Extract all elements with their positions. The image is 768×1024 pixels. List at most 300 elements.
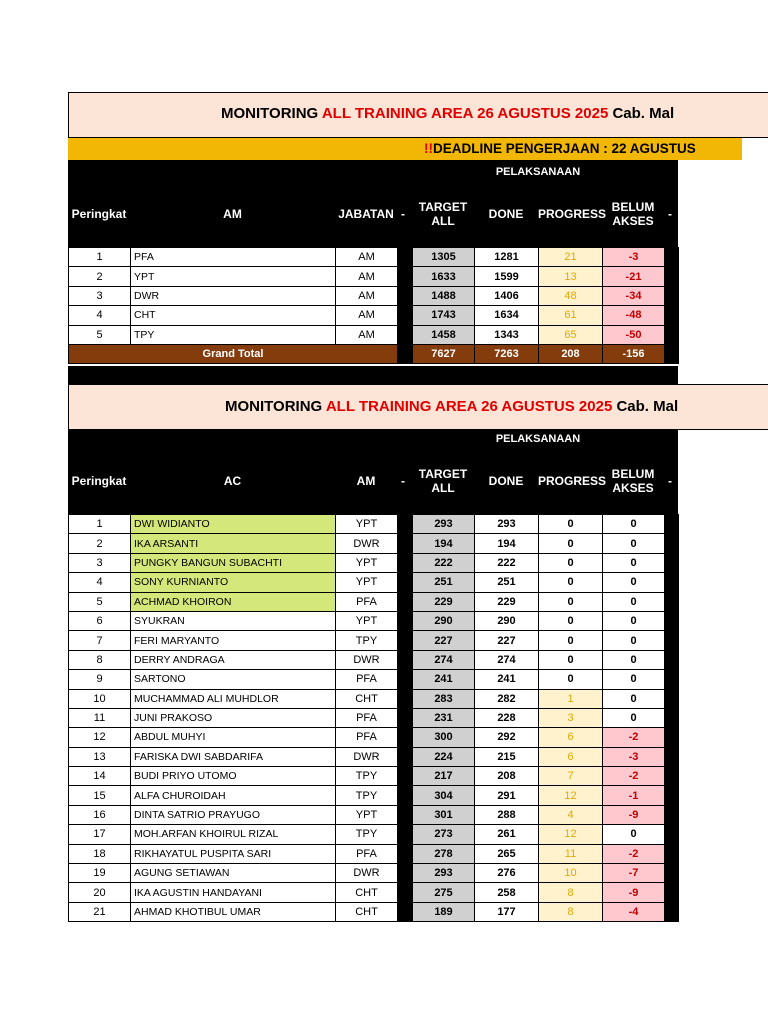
gap-cell [398,805,413,824]
name-cell: JUNI PRAKOSO [131,708,336,727]
rank-cell: 20 [69,883,131,902]
table-row [69,805,679,824]
name-cell: PFA [131,248,336,267]
done-cell: 215 [475,747,539,766]
col-rank-header: Peringkat [71,207,127,221]
target-cell: 273 [413,825,475,844]
table-row [69,650,679,669]
edge-cell [665,786,679,805]
progress-cell: 65 [539,325,603,344]
gap-cell [398,631,413,650]
rank-cell: 12 [69,728,131,747]
table-row [69,592,679,611]
belum-akses-cell: -2 [603,728,665,747]
grand-total-row [69,344,679,363]
role-cell: CHT [336,883,398,902]
rank-cell: 15 [69,786,131,805]
edge-cell [665,689,679,708]
section2-title-highlight: ALL TRAINING AREA 26 AGUSTUS 2025 [325,398,613,415]
table-row [69,631,679,650]
target-cell: 189 [413,902,475,921]
progress-cell: 10 [539,864,603,883]
target-cell: 229 [413,592,475,611]
belum-akses-cell: 0 [603,631,665,650]
gap-cell [398,902,413,921]
table-row [69,515,679,534]
gap-cell [398,553,413,572]
edge-cell [665,592,679,611]
edge-cell [665,306,679,325]
name-cell: BUDI PRIYO UTOMO [131,767,336,786]
gap-cell [398,515,413,534]
done-cell: 265 [475,844,539,863]
deadline-text: DEADLINE PENGERJAAN : 22 AGUSTUS [433,141,696,156]
col-name-header: AC [223,474,242,488]
table-row [69,786,679,805]
progress-cell: 7 [539,767,603,786]
table-row [69,611,679,630]
progress-cell: 8 [539,883,603,902]
target-cell: 275 [413,883,475,902]
progress-cell: 3 [539,708,603,727]
name-cell: SARTONO [131,670,336,689]
table-row [69,553,679,572]
filter-dropdown-icon[interactable]: - [668,207,672,221]
filter-dropdown-icon[interactable]: - [401,207,405,221]
table-row [69,248,679,267]
belum-akses-cell: 0 [603,553,665,572]
table-row [69,267,679,286]
belum-akses-cell: -21 [603,267,665,286]
gap-cell [398,670,413,689]
done-cell: 258 [475,883,539,902]
progress-cell: 61 [539,306,603,325]
rank-cell: 10 [69,689,131,708]
belum-akses-cell: -3 [603,747,665,766]
table-row [69,902,679,921]
progress-cell: 21 [539,248,603,267]
edge-cell [665,553,679,572]
edge-cell [665,248,679,267]
gap-cell [398,844,413,863]
table-row [69,844,679,863]
section2-title-banner [68,384,768,430]
name-cell: AGUNG SETIAWAN [131,864,336,883]
edge-cell [665,670,679,689]
role-cell: YPT [336,611,398,630]
edge-cell [665,286,679,305]
belum-akses-cell: -2 [603,844,665,863]
belum-akses-cell: 0 [603,573,665,592]
role-cell: AM [336,306,398,325]
belum-akses-cell: -2 [603,767,665,786]
progress-cell: 48 [539,286,603,305]
rank-cell: 2 [69,267,131,286]
section1-header [68,160,678,247]
role-cell: AM [336,248,398,267]
col-progress-header: PROGRESS [538,474,607,488]
target-cell: 301 [413,805,475,824]
edge-cell [665,611,679,630]
gap-cell [398,286,413,305]
col-target-header: TARGET ALL [418,200,468,228]
belum-akses-cell: 0 [603,515,665,534]
rank-cell: 11 [69,708,131,727]
progress-cell: 0 [539,650,603,669]
col-name-header: AM [223,207,242,221]
gap-cell [398,534,413,553]
done-cell: 177 [475,902,539,921]
gap-cell [398,786,413,805]
target-cell: 222 [413,553,475,572]
name-cell: MOH.ARFAN KHOIRUL RIZAL [131,825,336,844]
rank-cell: 1 [69,515,131,534]
belum-akses-cell: 0 [603,825,665,844]
name-cell: SYUKRAN [131,611,336,630]
done-cell: 208 [475,767,539,786]
done-cell: 293 [475,515,539,534]
section-gap-bar [68,366,678,384]
progress-cell: 1 [539,689,603,708]
col-done-header: DONE [488,474,524,488]
progress-cell: 0 [539,611,603,630]
role-cell: DWR [336,650,398,669]
target-cell: 274 [413,650,475,669]
name-cell: YPT [131,267,336,286]
section1-title-banner [68,92,768,138]
done-cell: 1634 [475,306,539,325]
role-cell: PFA [336,844,398,863]
target-cell: 241 [413,670,475,689]
progress-cell: 8 [539,902,603,921]
role-cell: AM [336,267,398,286]
progress-cell: 6 [539,728,603,747]
name-cell: CHT [131,306,336,325]
edge-cell [665,534,679,553]
done-cell: 292 [475,728,539,747]
edge-cell [665,344,679,363]
table-row [69,689,679,708]
done-cell: 276 [475,864,539,883]
done-cell: 261 [475,825,539,844]
progress-cell: 12 [539,825,603,844]
col-done-header: DONE [488,207,524,221]
section1-table [68,247,679,364]
target-cell: 300 [413,728,475,747]
role-cell: PFA [336,592,398,611]
done-cell: 251 [475,573,539,592]
belum-akses-cell: 0 [603,670,665,689]
section2-header [68,430,678,514]
rank-cell: 4 [69,573,131,592]
filter-dropdown-icon[interactable]: - [401,474,405,488]
edge-cell [665,747,679,766]
name-cell: SONY KURNIANTO [131,573,336,592]
pelaksanaan-group-label: PELAKSANAAN [495,433,581,445]
section2-title-suffix: Cab. Mal [612,398,679,415]
table-row [69,286,679,305]
rank-cell: 17 [69,825,131,844]
rank-cell: 5 [69,325,131,344]
rank-cell: 6 [69,611,131,630]
belum-akses-cell: -7 [603,864,665,883]
target-cell: 217 [413,767,475,786]
role-cell: TPY [336,825,398,844]
done-cell: 194 [475,534,539,553]
rank-cell: 2 [69,534,131,553]
done-cell: 282 [475,689,539,708]
done-cell: 227 [475,631,539,650]
name-cell: ACHMAD KHOIRON [131,592,336,611]
target-cell: 231 [413,708,475,727]
belum-akses-cell: -3 [603,248,665,267]
role-cell: YPT [336,515,398,534]
belum-akses-cell: -9 [603,805,665,824]
name-cell: MUCHAMMAD ALI MUHDLOR [131,689,336,708]
target-cell: 1458 [413,325,475,344]
edge-cell [665,631,679,650]
rank-cell: 16 [69,805,131,824]
role-cell: TPY [336,786,398,805]
done-cell: 241 [475,670,539,689]
table-row [69,306,679,325]
target-cell: 224 [413,747,475,766]
gap-cell [398,728,413,747]
rank-cell: 3 [69,553,131,572]
total-target-cell: 7627 [413,344,475,363]
edge-cell [665,267,679,286]
belum-akses-cell: 0 [603,689,665,708]
role-cell: YPT [336,805,398,824]
edge-cell [665,767,679,786]
progress-cell: 0 [539,631,603,650]
role-cell: TPY [336,631,398,650]
role-cell: AM [336,286,398,305]
done-cell: 228 [475,708,539,727]
rank-cell: 21 [69,902,131,921]
name-cell: DERRY ANDRAGA [131,650,336,669]
table-row [69,767,679,786]
gap-cell [398,864,413,883]
edge-cell [665,805,679,824]
gap-cell [398,611,413,630]
gap-cell [398,248,413,267]
target-cell: 1633 [413,267,475,286]
role-cell: YPT [336,573,398,592]
rank-cell: 4 [69,306,131,325]
edge-cell [665,573,679,592]
gap-cell [398,767,413,786]
name-cell: DINTA SATRIO PRAYUGO [131,805,336,824]
table-row [69,728,679,747]
belum-akses-cell: -50 [603,325,665,344]
name-cell: TPY [131,325,336,344]
done-cell: 274 [475,650,539,669]
target-cell: 278 [413,844,475,863]
deadline-banner [68,138,742,160]
belum-akses-cell: 0 [603,534,665,553]
total-progress-cell: 208 [539,344,603,363]
done-cell: 229 [475,592,539,611]
section1-title-prefix: MONITORING [221,105,322,122]
belum-akses-cell: -4 [603,902,665,921]
target-cell: 290 [413,611,475,630]
belum-akses-cell: -48 [603,306,665,325]
filter-dropdown-icon[interactable]: - [668,474,672,488]
gap-cell [398,573,413,592]
done-cell: 288 [475,805,539,824]
progress-cell: 11 [539,844,603,863]
section1-title-highlight: ALL TRAINING AREA 26 AGUSTUS 2025 [321,105,609,122]
edge-cell [665,864,679,883]
edge-cell [665,844,679,863]
deadline-marks: !! [424,141,433,156]
progress-cell: 0 [539,592,603,611]
done-cell: 1281 [475,248,539,267]
belum-akses-cell: 0 [603,650,665,669]
rank-cell: 18 [69,844,131,863]
done-cell: 1343 [475,325,539,344]
role-cell: YPT [336,553,398,572]
role-cell: PFA [336,708,398,727]
gap-cell [398,708,413,727]
edge-cell [665,825,679,844]
section2-title-prefix: MONITORING [225,398,326,415]
edge-cell [665,708,679,727]
edge-cell [665,650,679,669]
name-cell: DWR [131,286,336,305]
belum-akses-cell: -1 [603,786,665,805]
progress-cell: 0 [539,534,603,553]
pelaksanaan-group-label: PELAKSANAAN [495,166,581,178]
name-cell: AHMAD KHOTIBUL UMAR [131,902,336,921]
target-cell: 304 [413,786,475,805]
target-cell: 293 [413,515,475,534]
target-cell: 1743 [413,306,475,325]
done-cell: 222 [475,553,539,572]
table-row [69,883,679,902]
role-cell: DWR [336,534,398,553]
rank-cell: 3 [69,286,131,305]
edge-cell [665,883,679,902]
col-belum-header: BELUM AKSES [611,467,655,495]
gap-cell [398,306,413,325]
name-cell: IKA AGUSTIN HANDAYANI [131,883,336,902]
rank-cell: 13 [69,747,131,766]
done-cell: 1599 [475,267,539,286]
belum-akses-cell: 0 [603,611,665,630]
name-cell: ALFA CHUROIDAH [131,786,336,805]
col-role-header: AM [356,474,376,488]
total-done-cell: 7263 [475,344,539,363]
edge-cell [665,902,679,921]
gap-cell [398,747,413,766]
rank-cell: 1 [69,248,131,267]
table-row [69,573,679,592]
progress-cell: 13 [539,267,603,286]
section2-table [68,514,679,922]
edge-cell [665,728,679,747]
table-row [69,825,679,844]
progress-cell: 0 [539,573,603,592]
name-cell: FERI MARYANTO [131,631,336,650]
gap-cell [398,650,413,669]
col-rank-header: Peringkat [71,474,127,488]
rank-cell: 19 [69,864,131,883]
col-role-header: JABATAN [338,207,394,221]
name-cell: DWI WIDIANTO [131,515,336,534]
gap-cell [398,325,413,344]
edge-cell [665,325,679,344]
section1-title-suffix: Cab. Mal [608,105,675,122]
table-row [69,864,679,883]
done-cell: 290 [475,611,539,630]
name-cell: RIKHAYATUL PUSPITA SARI [131,844,336,863]
role-cell: PFA [336,728,398,747]
role-cell: PFA [336,670,398,689]
gap-cell [398,592,413,611]
gap-cell [398,883,413,902]
rank-cell: 14 [69,767,131,786]
role-cell: TPY [336,767,398,786]
progress-cell: 0 [539,515,603,534]
target-cell: 1305 [413,248,475,267]
belum-akses-cell: 0 [603,592,665,611]
progress-cell: 4 [539,805,603,824]
edge-cell [665,515,679,534]
progress-cell: 6 [539,747,603,766]
role-cell: CHT [336,689,398,708]
done-cell: 1406 [475,286,539,305]
gap-cell [398,689,413,708]
name-cell: PUNGKY BANGUN SUBACHTI [131,553,336,572]
gap-cell [398,267,413,286]
role-cell: AM [336,325,398,344]
col-target-header: TARGET ALL [418,467,468,495]
rank-cell: 7 [69,631,131,650]
belum-akses-cell: -9 [603,883,665,902]
target-cell: 194 [413,534,475,553]
table-row [69,534,679,553]
table-row [69,708,679,727]
rank-cell: 5 [69,592,131,611]
name-cell: ABDUL MUHYI [131,728,336,747]
role-cell: DWR [336,747,398,766]
table-row [69,670,679,689]
belum-akses-cell: -34 [603,286,665,305]
role-cell: DWR [336,864,398,883]
belum-akses-cell: 0 [603,708,665,727]
col-belum-header: BELUM AKSES [611,200,655,228]
target-cell: 227 [413,631,475,650]
target-cell: 1488 [413,286,475,305]
col-progress-header: PROGRESS [538,207,607,221]
table-row [69,325,679,344]
rank-cell: 9 [69,670,131,689]
rank-cell: 8 [69,650,131,669]
target-cell: 293 [413,864,475,883]
target-cell: 283 [413,689,475,708]
target-cell: 251 [413,573,475,592]
progress-cell: 0 [539,670,603,689]
done-cell: 291 [475,786,539,805]
name-cell: FARISKA DWI SABDARIFA [131,747,336,766]
table-row [69,747,679,766]
name-cell: IKA ARSANTI [131,534,336,553]
progress-cell: 0 [539,553,603,572]
role-cell: CHT [336,902,398,921]
grand-total-label: Grand Total [69,344,398,363]
